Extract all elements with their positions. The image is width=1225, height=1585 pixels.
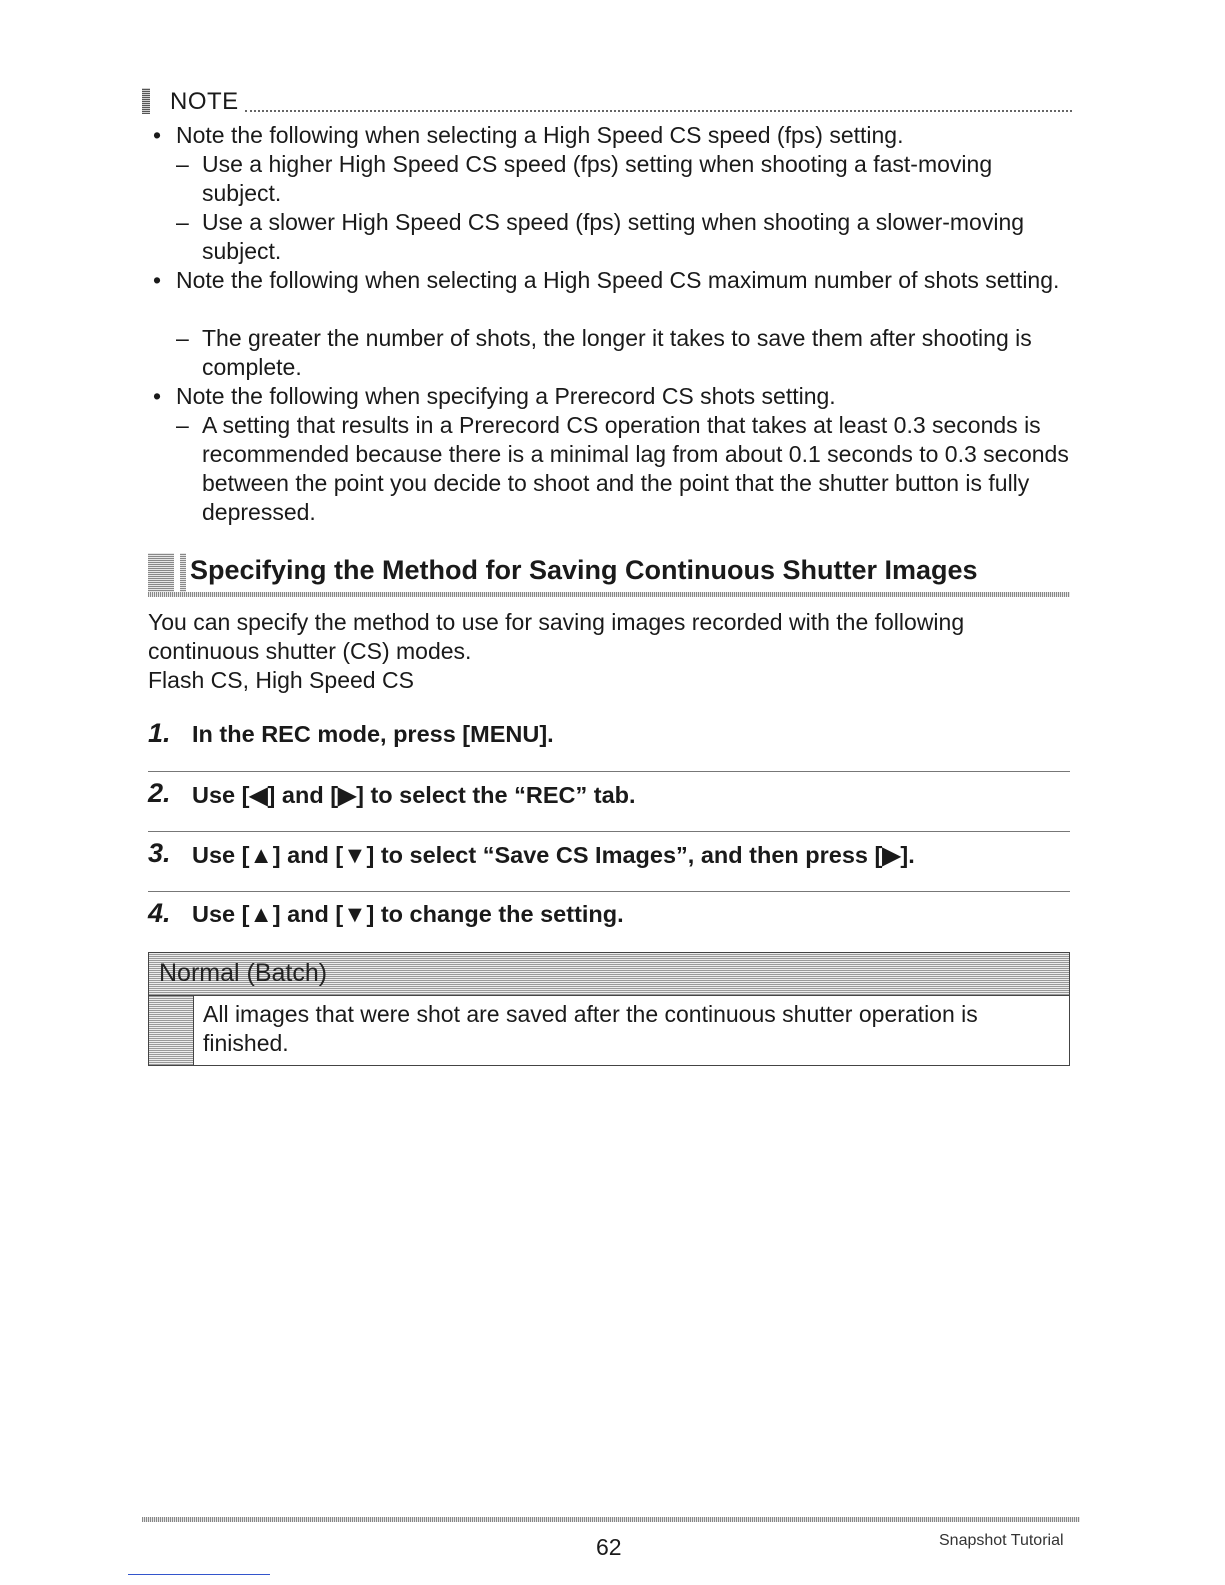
page-number: 62 <box>596 1534 622 1560</box>
dash-icon: – <box>176 209 189 235</box>
step-number: 1. <box>148 718 171 748</box>
corner-mark <box>128 1574 270 1575</box>
bullet-icon: • <box>153 122 162 148</box>
section-heading <box>148 553 1070 597</box>
bullet-icon: • <box>153 267 162 293</box>
note-divider <box>245 110 1072 112</box>
step-text: Use [▲] and [▼] to select “Save CS Images”, and then press [▶]. <box>192 842 915 868</box>
note-sub-1 <box>176 150 1072 208</box>
bullet-icon: • <box>153 383 162 409</box>
section-marker-icon <box>180 553 186 597</box>
note-header <box>142 86 1072 116</box>
dash-icon: – <box>176 151 189 177</box>
note-bullet-text: Note the following when selecting a High Speed CS speed (fps) setting. <box>176 122 904 148</box>
option-header <box>149 953 1069 996</box>
dash-icon: – <box>176 325 189 351</box>
note-bullet-text: Note the following when specifying a Prerecord CS shots setting. <box>176 383 836 409</box>
step-text: In the REC mode, press [MENU]. <box>192 721 554 747</box>
footer-divider <box>142 1517 1080 1522</box>
note-sub-text: The greater the number of shots, the longer it takes to save them after shooting is complete. <box>202 325 1032 380</box>
step-number: 2. <box>148 778 171 808</box>
setting-option-box <box>148 952 1070 1066</box>
section-title: Specifying the Method for Saving Continuous Shutter Images <box>190 555 978 585</box>
option-side-pattern <box>149 996 194 1065</box>
step-divider <box>148 891 1070 892</box>
section-modes: Flash CS, High Speed CS <box>148 667 414 693</box>
note-bullet-text: Note the following when selecting a High Speed CS maximum number of shots setting. <box>176 267 1060 293</box>
option-label: Normal (Batch) <box>159 959 328 987</box>
note-sub-4 <box>176 411 1072 527</box>
dash-icon: – <box>176 412 189 438</box>
section-marker-icon <box>148 553 174 597</box>
note-marker-icon <box>142 88 150 114</box>
step-text: Use [◀] and [▶] to select the “REC” tab. <box>192 782 636 808</box>
section-intro: You can specify the method to use for saving images recorded with the following continuous shutter (CS) modes. <box>148 609 965 664</box>
note-title: NOTE <box>170 88 239 115</box>
note-sub-2 <box>176 208 1072 266</box>
note-sub-3 <box>176 324 1072 382</box>
note-sub-text: A setting that results in a Prerecord CS operation that takes at least 0.3 seconds is recommended because there is a minimal lag from about 0.1 seconds to 0.3 seconds between the point you decide to shoot and the point that the shutter button is fully depressed. <box>202 412 1069 525</box>
option-description: All images that were shot are saved after the continuous shutter operation is finished. <box>203 1001 978 1056</box>
section-divider <box>148 592 1070 597</box>
note-sub-text: Use a slower High Speed CS speed (fps) setting when shooting a slower-moving subject. <box>202 209 1025 264</box>
footer-section-label: Snapshot Tutorial <box>939 1532 1064 1549</box>
step-divider <box>148 831 1070 832</box>
note-sub-text: Use a higher High Speed CS speed (fps) setting when shooting a fast-moving subject. <box>202 151 993 206</box>
step-number: 4. <box>148 898 171 928</box>
note-bullet-2 <box>150 266 1070 295</box>
step-number: 3. <box>148 838 171 868</box>
step-text: Use [▲] and [▼] to change the setting. <box>192 901 624 927</box>
note-bullet-3 <box>150 382 1070 411</box>
step-divider <box>148 771 1070 772</box>
note-bullet-1 <box>150 121 1070 150</box>
